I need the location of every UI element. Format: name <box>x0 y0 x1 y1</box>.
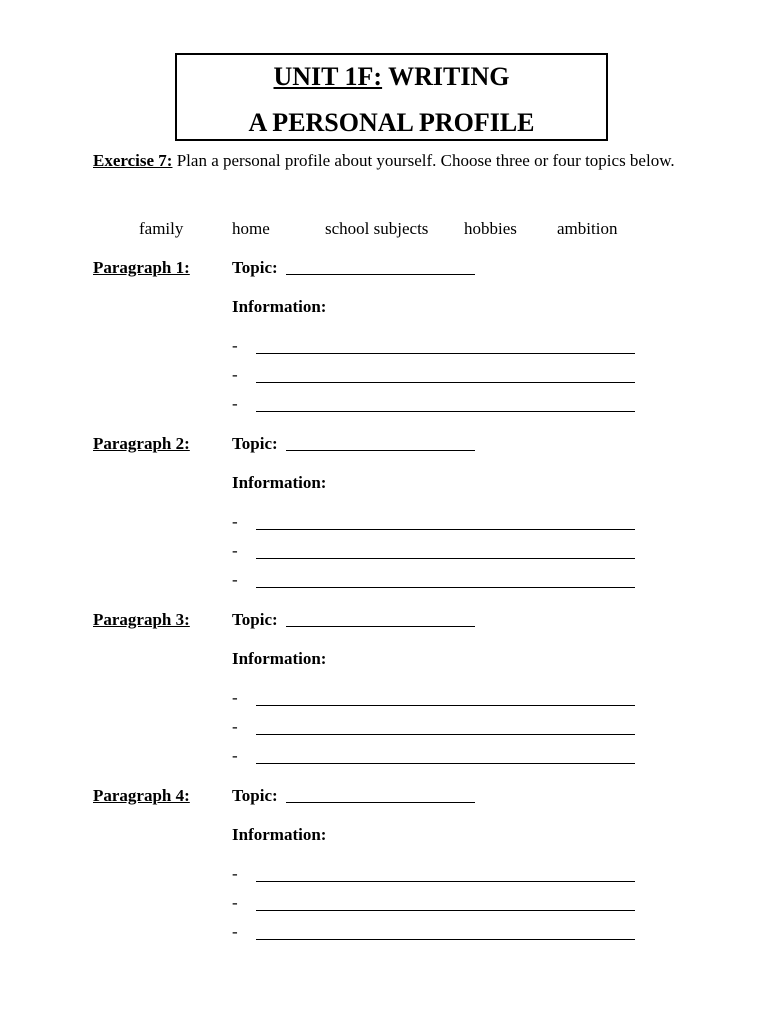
paragraph-section-4 <box>0 786 768 962</box>
information-blank[interactable] <box>256 353 635 354</box>
exercise-text: Plan a personal profile about yourself. Choose three or four topics below. <box>172 151 675 170</box>
exercise-label: Exercise 7: <box>93 151 173 170</box>
bullet-dash: - <box>232 688 238 707</box>
paragraph-label: Paragraph 4: <box>93 786 190 805</box>
paragraph-label: Paragraph 3: <box>93 610 190 629</box>
information-blank[interactable] <box>256 910 635 911</box>
topic-option-home: home <box>232 219 270 238</box>
paragraph-label: Paragraph 1: <box>93 258 190 277</box>
information-label: Information: <box>232 649 327 668</box>
information-row <box>232 717 642 737</box>
worksheet-subtitle: A PERSONAL PROFILE <box>248 108 535 137</box>
topic-blank[interactable] <box>286 450 475 451</box>
topic-blank[interactable] <box>286 626 475 627</box>
title-box <box>175 53 608 141</box>
information-blank[interactable] <box>256 529 635 530</box>
topic-option-school-subjects: school subjects <box>325 219 429 238</box>
bullet-dash: - <box>232 893 238 912</box>
bullet-dash: - <box>232 541 238 560</box>
bullet-dash: - <box>232 512 238 531</box>
information-row <box>232 688 642 708</box>
bullet-dash: - <box>232 336 238 355</box>
information-row <box>232 893 642 913</box>
title-text: WRITING <box>382 62 510 91</box>
exercise-instruction <box>93 146 683 175</box>
information-blank[interactable] <box>256 939 635 940</box>
topic-option-hobbies: hobbies <box>464 219 517 238</box>
information-row <box>232 541 642 561</box>
paragraph-section-1 <box>0 258 768 434</box>
information-row <box>232 864 642 884</box>
information-blank[interactable] <box>256 763 635 764</box>
bullet-dash: - <box>232 394 238 413</box>
information-blank[interactable] <box>256 705 635 706</box>
bullet-dash: - <box>232 365 238 384</box>
unit-label: UNIT 1F: <box>273 62 383 91</box>
information-label: Information: <box>232 825 327 844</box>
information-label: Information: <box>232 297 327 316</box>
information-row <box>232 746 642 766</box>
paragraph-section-2 <box>0 434 768 610</box>
information-row <box>232 512 642 532</box>
information-blank[interactable] <box>256 587 635 588</box>
paragraph-section-3 <box>0 610 768 786</box>
information-row <box>232 365 642 385</box>
information-blank[interactable] <box>256 382 635 383</box>
information-row <box>232 394 642 414</box>
topic-label: Topic: <box>232 786 278 805</box>
paragraph-label: Paragraph 2: <box>93 434 190 453</box>
topic-option-ambition: ambition <box>557 219 618 238</box>
information-row <box>232 336 642 356</box>
bullet-dash: - <box>232 717 238 736</box>
bullet-dash: - <box>232 570 238 589</box>
topic-label: Topic: <box>232 258 278 277</box>
worksheet-title <box>177 62 606 92</box>
information-blank[interactable] <box>256 734 635 735</box>
bullet-dash: - <box>232 922 238 941</box>
information-row <box>232 922 642 942</box>
information-blank[interactable] <box>256 881 635 882</box>
topic-label: Topic: <box>232 434 278 453</box>
topic-blank[interactable] <box>286 274 475 275</box>
information-label: Information: <box>232 473 327 492</box>
information-row <box>232 570 642 590</box>
bullet-dash: - <box>232 746 238 765</box>
bullet-dash: - <box>232 864 238 883</box>
topic-label: Topic: <box>232 610 278 629</box>
information-blank[interactable] <box>256 558 635 559</box>
topic-option-family: family <box>139 219 184 238</box>
information-blank[interactable] <box>256 411 635 412</box>
topic-blank[interactable] <box>286 802 475 803</box>
